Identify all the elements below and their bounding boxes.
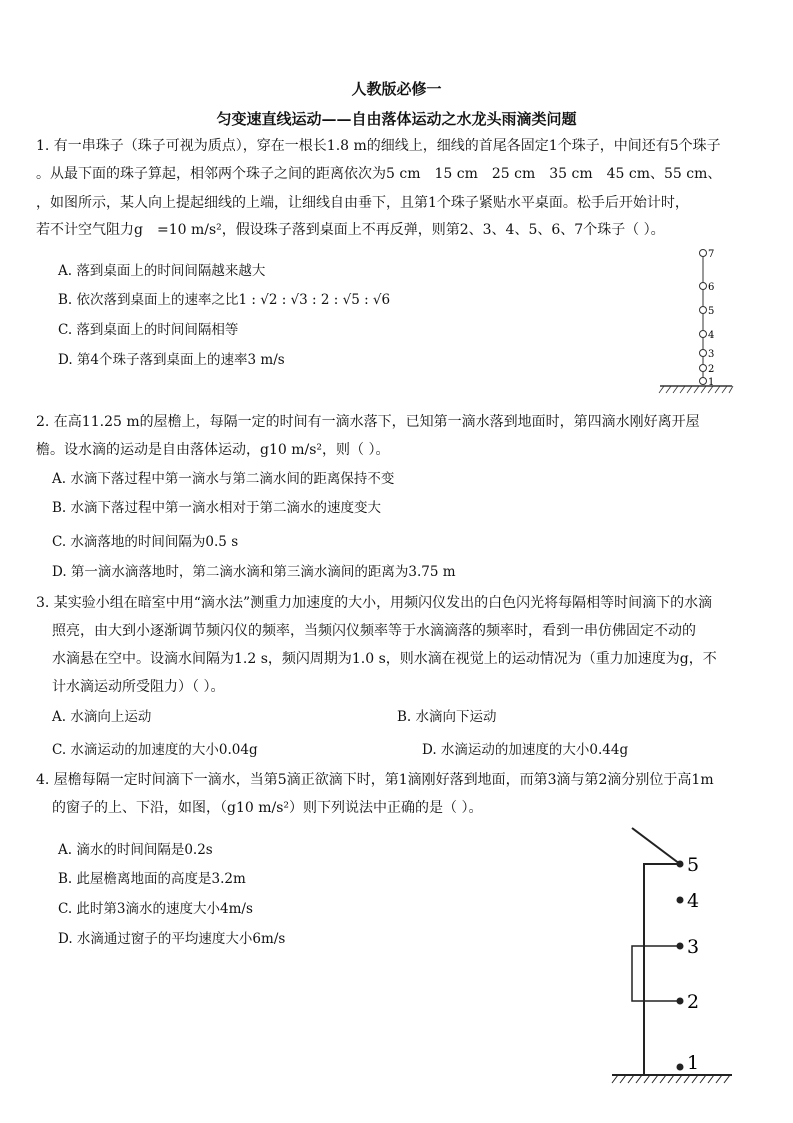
q3-option-b: B. 水滴向下运动 (397, 709, 497, 725)
drop-label-1: 1 (687, 1052, 700, 1074)
q2-option-a: A. 水滴下落过程中第一滴水与第二滴水间的距离保持不变 (52, 471, 395, 487)
drop-label-4: 4 (687, 890, 700, 912)
bead-label-2: 2 (708, 364, 715, 375)
q2-option-c: C. 水滴落地的时间间隔为0.5 s (52, 534, 239, 550)
q1-line-4: 若不计空气阻力g =10 m/s²，假设珠子落到桌面上不再反弹，则第2、3、4、5、6、7个珠子（ ）。 (36, 222, 665, 238)
q4-option-d: D. 水滴通过窗子的平均速度大小6m/s (58, 931, 286, 947)
dripping-eave-figure (608, 826, 740, 1088)
q1-option-d: D. 第4个珠子落到桌面上的速率3 m/s (58, 352, 285, 368)
q4-option-a: A. 滴水的时间间隔是0.2s (58, 842, 213, 858)
bead-string-figure (656, 245, 736, 395)
q3-line-3: 水滴悬在空中。设滴水间隔为1.2 s，频闪周期为1.0 s，则水滴在视觉上的运动情况为（重力加速度为g，不 (52, 651, 717, 667)
page-subtitle: 匀变速直线运动——自由落体运动之水龙头雨滴类问题 (216, 110, 577, 128)
q1-line-1: 1. 有一串珠子（珠子可视为质点），穿在一根长1.8 m的细线上，细线的首尾各固定1个珠子，中间还有5个珠子 (36, 138, 721, 154)
bead-label-4: 4 (708, 330, 715, 341)
q1-option-c: C. 落到桌面上的时间间隔相等 (58, 322, 239, 338)
q3-option-d: D. 水滴运动的加速度的大小0.44g (422, 742, 629, 758)
q1-option-b: B. 依次落到桌面上的速率之比1 : √2 : √3 : 2 : √5 : √6 (58, 292, 391, 308)
q3-line-2: 照亮，由大到小逐渐调节频闪仪的频率，当频闪仪频率等于水滴滴落的频率时，看到一串仿佛固定不动的 (52, 623, 696, 639)
q2-option-d: D. 第一滴水滴落地时，第二滴水滴和第三滴水滴间的距离为3.75 m (52, 564, 456, 580)
q1-line-3: ，如图所示，某人向上提起细线的上端，让细线自由垂下，且第1个珠子紧贴水平桌面。松手后开始计时， (36, 195, 689, 211)
drop-label-2: 2 (687, 991, 700, 1013)
q3-line-4: 计水滴运动所受阻力）（ ）。 (52, 679, 225, 695)
q1-line-2: 。从最下面的珠子算起，相邻两个珠子之间的距离依次为5 cm 15 cm 25 cm 35 cm 45 cm、55 cm、 (36, 166, 722, 182)
drop-label-5: 5 (687, 854, 700, 876)
q2-line-1: 2. 在高11.25 m的屋檐上，每隔一定的时间有一滴水落下，已知第一滴水落到地面时，第四滴水刚好离开屋 (36, 414, 700, 430)
q3-option-a: A. 水滴向上运动 (52, 709, 152, 725)
bead-label-1: 1 (708, 377, 715, 388)
drop-label-3: 3 (687, 936, 700, 958)
q4-option-c: C. 此时第3滴水的速度大小4m/s (58, 901, 253, 917)
q4-line-2: 的窗子的上、下沿，如图，（g10 m/s²）则下列说法中正确的是（ ）。 (52, 800, 483, 816)
q4-option-b: B. 此屋檐离地面的高度是3.2m (58, 871, 246, 887)
q2-line-2: 檐。设水滴的运动是自由落体运动，g10 m/s²，则（ ）。 (36, 442, 390, 458)
bead-label-5: 5 (708, 306, 715, 317)
q2-option-b: B. 水滴下落过程中第一滴水相对于第二滴水的速度变大 (52, 500, 382, 516)
bead-label-7: 7 (708, 249, 715, 260)
page-title: 人教版必修一 (351, 80, 442, 98)
q3-line-1: 3. 某实验小组在暗室中用“滴水法”测重力加速度的大小，用频闪仪发出的白色闪光将每隔相等时间滴下的水滴 (36, 595, 713, 611)
bead-label-3: 3 (708, 349, 715, 360)
q1-option-a: A. 落到桌面上的时间间隔越来越大 (58, 263, 266, 279)
q3-option-c: C. 水滴运动的加速度的大小0.04g (52, 742, 258, 758)
bead-label-6: 6 (708, 282, 715, 293)
q4-line-1: 4. 屋檐每隔一定时间滴下一滴水，当第5滴正欲滴下时，第1滴刚好落到地面，而第3滴与第2滴分别位于高1m (36, 772, 714, 788)
